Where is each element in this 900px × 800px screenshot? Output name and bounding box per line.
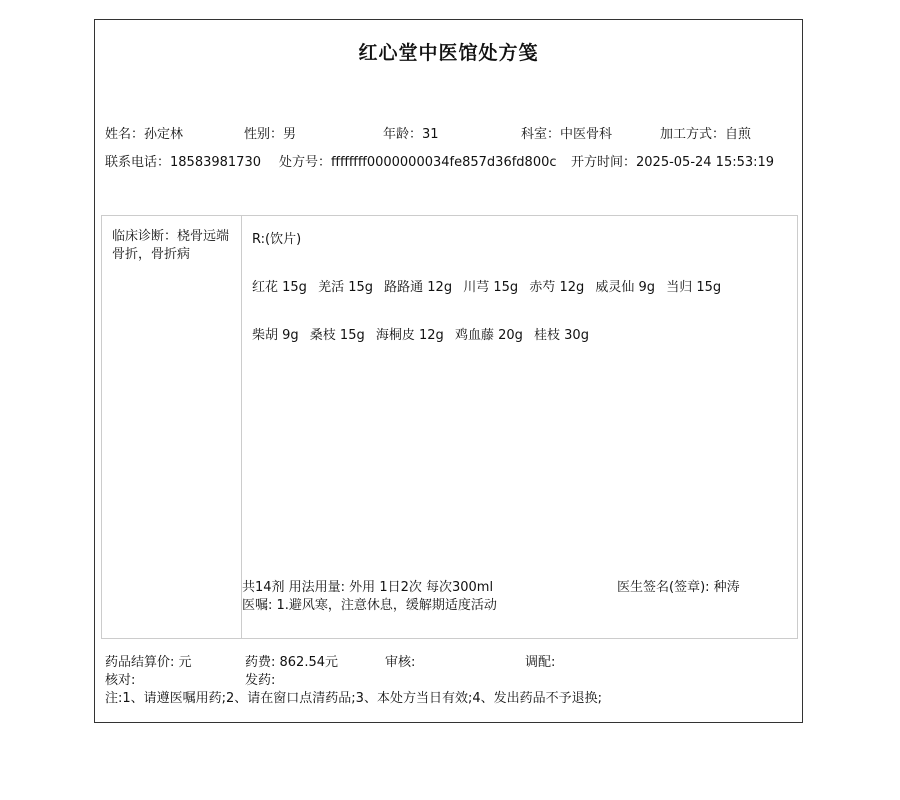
settlement-price: 药品结算价: 元: [105, 655, 192, 670]
herb-item: 威灵仙 9g: [595, 280, 656, 295]
herb-item: 赤芍 12g: [529, 280, 585, 295]
contact-phone: 联系电话：18583981730: [105, 155, 261, 170]
herb-item: 鸡血藤 20g: [454, 328, 523, 343]
herb-item: 柴胡 9g: [252, 328, 299, 343]
dispense-mix-label: 调配:: [525, 655, 556, 670]
footer-note: 注:1、请遵医嘱用药;2、请在窗口点清药品;3、本处方当日有效;4、发出药品不予退换;: [105, 691, 602, 706]
prescription-box: [101, 215, 798, 639]
doctor-advice: 医嘱: 1.避风寒，注意休息，缓解期适度活动: [242, 598, 497, 613]
herb-item: 桑枝 15g: [309, 328, 365, 343]
rx-label: R:(饮片): [252, 232, 302, 247]
issue-label: 发药:: [245, 673, 276, 688]
doctor-signature: 医生签名(签章): 种涛: [617, 580, 740, 595]
usage-dosage: 共14剂 用法用量: 外用 1日2次 每次300ml: [242, 580, 494, 595]
prescription-number: 处方号：ffffffff0000000034fe857d36fd800c: [279, 155, 557, 170]
page-title: 红心堂中医馆处方笺: [358, 42, 539, 64]
herb-line-2: [252, 324, 596, 343]
herb-item: 海桐皮 12g: [375, 328, 444, 343]
patient-name: 姓名：孙定林: [105, 127, 184, 142]
herb-line-1: [252, 276, 728, 295]
patient-age: 年龄：31: [383, 127, 439, 142]
check-label: 核对:: [105, 673, 136, 688]
herb-item: 红花 15g: [252, 280, 307, 295]
review-label: 审核:: [385, 655, 416, 670]
herb-item: 川芎 15g: [463, 280, 519, 295]
clinical-diagnosis: 临床诊断：桡骨远端骨折，骨折病: [112, 229, 230, 262]
patient-gender: 性别：男: [244, 127, 297, 142]
prescription-sheet: [94, 19, 803, 723]
department: 科室：中医骨科: [521, 127, 613, 142]
prescription-time: 开方时间：2025-05-24 15:53:19: [571, 155, 775, 170]
drug-fee: 药费: 862.54元: [245, 655, 338, 670]
herb-item: 当归 15g: [666, 280, 722, 295]
herb-item: 羌活 15g: [318, 280, 374, 295]
diagnosis-column: [102, 216, 242, 638]
herb-item: 桂枝 30g: [534, 328, 589, 343]
processing-method: 加工方式：自煎: [660, 127, 752, 142]
herb-item: 路路通 12g: [384, 280, 453, 295]
